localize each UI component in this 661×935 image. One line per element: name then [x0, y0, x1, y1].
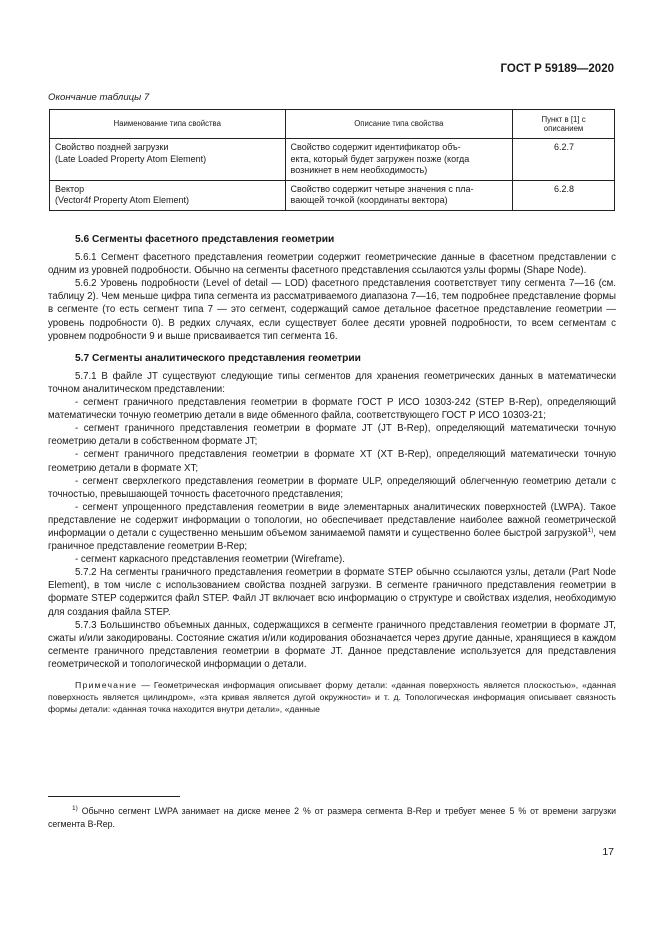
header-reference-text: Пункт в [1] с описанием: [541, 114, 586, 133]
footnote-reference: 1): [587, 526, 594, 534]
list-item-lwpa-text: - сегмент упрощенного представления геометрии в виде элементарных аналитических поверхностей (LWPA). Такое представление не содержит информации о топологии, но обеспечивает представление наиболее важной геометрической информации о детали с существенно меньшим объемом занимаемой памяти и существенно более быстрой загрузкой: [48, 501, 616, 539]
paragraph-5-7-2: 5.7.2 На сегменты граничного представления геометрии в формате STEP обычно ссылаются узлы, детали (Part Node Element), в том числе с использованием свойства поздней загрузки. В сегменте граничного представления геометрии в формате STEP содержится файл STEP. Файл JT включает всю информацию о структуре и свойствах изделия, необходимую для создания файла STEP.: [48, 567, 616, 618]
note: [48, 679, 616, 716]
paragraph-5-7-3: 5.7.3 Большинство объемных данных, содержащихся в сегменте граничного представления геометрии в формате JT, сжаты и/или закодированы. Состояние сжатия и/или кодирования обозначается через другие данные, хранящиеся в каждом сегменте граничного представления геометрии в формате JT. Данное представление используется для представления геометрической и топологической информации о детали.: [48, 619, 616, 670]
list-item: - сегмент граничного представления геометрии в формате JT (JT B-Rep), определяющий математически точную геометрию детали в собственном формате JT;: [48, 423, 616, 448]
table-caption: Окончание таблицы 7: [48, 92, 150, 103]
section-heading-5-6: 5.6 Сегменты фасетного представления геометрии: [75, 234, 335, 245]
footnote-divider: [48, 796, 180, 797]
paragraph-5-7-1: 5.7.1 В файле JT существуют следующие типы сегментов для хранения геометрических данных в математически точном аналитическом представлении:: [48, 370, 616, 395]
property-types-table: [49, 109, 615, 211]
header-reference: [513, 110, 615, 139]
list-item: - сегмент сверхлегкого представления геометрии в формате ULP, определяющий облегченную геометрию детали с точностью, превышающей точность фасеточного представления;: [48, 475, 616, 500]
list-item-lwpa: [48, 501, 616, 553]
note-label: Примечание: [75, 680, 138, 690]
footnote-marker: 1): [72, 805, 78, 812]
header-name: Наименование типа свойства: [50, 110, 286, 139]
paragraph-5-6-1: 5.6.1 Сегмент фасетного представления геометрии содержит геометрические данные в фасетном представлении с одним из уровней подробности. Обычно на сегменты фасетного представления ссылаются узлы формы (Shape Node).: [48, 252, 616, 277]
cell-reference: 6.2.7: [513, 139, 615, 181]
header-description: Описание типа свойства: [285, 110, 513, 139]
footnote: [48, 805, 616, 830]
footnote-text: Обычно сегмент LWPA занимает на диске менее 2 % от размера сегмента B-Rep и требует менее 5 % от времени загрузки сегмента B-Rep.: [48, 806, 616, 829]
list-item: - сегмент каркасного представления геометрии (Wireframe).: [75, 554, 345, 566]
list-item: - сегмент граничного представления геометрии в формате ГОСТ Р ИСО 10303-242 (STEP B-Rep), определяющий математически точную геометрию детали в виде обменного файла, соответствующего ГОСТ Р ИСО 10303-21;: [48, 397, 616, 422]
table-row: [50, 139, 615, 181]
main-text: [48, 233, 616, 716]
table-header-row: [50, 110, 615, 139]
section-heading-5-7: 5.7 Сегменты аналитического представления геометрии: [75, 352, 361, 364]
cell-description: Свойство содержит идентификатор объ- екта, который будет загружен позже (когда возникнет в нем необходимость): [285, 139, 513, 181]
page-number: 17: [602, 846, 614, 858]
note-text: — Геометрическая информация описывает форму детали: «данная поверхность является плоскостью», «данная поверхность является цилиндром», «эта кривая является дугой окружности» и т. д. Топологическая информация описывает связность формы детали: «данная точка находится внутри детали», «данные: [48, 680, 616, 715]
cell-name: Вектор (Vector4f Property Atom Element): [50, 180, 286, 210]
cell-name: Свойство поздней загрузки (Late Loaded Property Atom Element): [50, 139, 286, 181]
list-item-lwpa-tail: , чем граничное представление геометрии B-Rep;: [48, 527, 616, 553]
paragraph-5-6-2: 5.6.2 Уровень подробности (Level of detail — LOD) фасетного представления соответствует типу сегмента 7—16 (см. таблицу 2). Чем меньше цифра типа сегмента из рассматриваемого диапазона 7—16, тем подробнее представление формы в сегменте (то есть сегмент типа 7 — это сегмент, содержащий самое детальное фасетное представление геометрии — уровень подробности 0). В редких случаях, если существует более десяти уровней подробности, то всем сегментам с уровнем подробности 9 и выше присваивается тип сегмента 16.: [48, 278, 616, 342]
cell-reference: 6.2.8: [513, 180, 615, 210]
list-item: - сегмент граничного представления геометрии в формате XT (XT B-Rep), определяющий математически точную геометрию детали в формате XT;: [48, 449, 616, 474]
table-row: [50, 180, 615, 210]
standard-designation: ГОСТ Р 59189—2020: [500, 63, 614, 75]
cell-description: Свойство содержит четыре значения с пла- вающей точкой (координаты вектора): [285, 180, 513, 210]
